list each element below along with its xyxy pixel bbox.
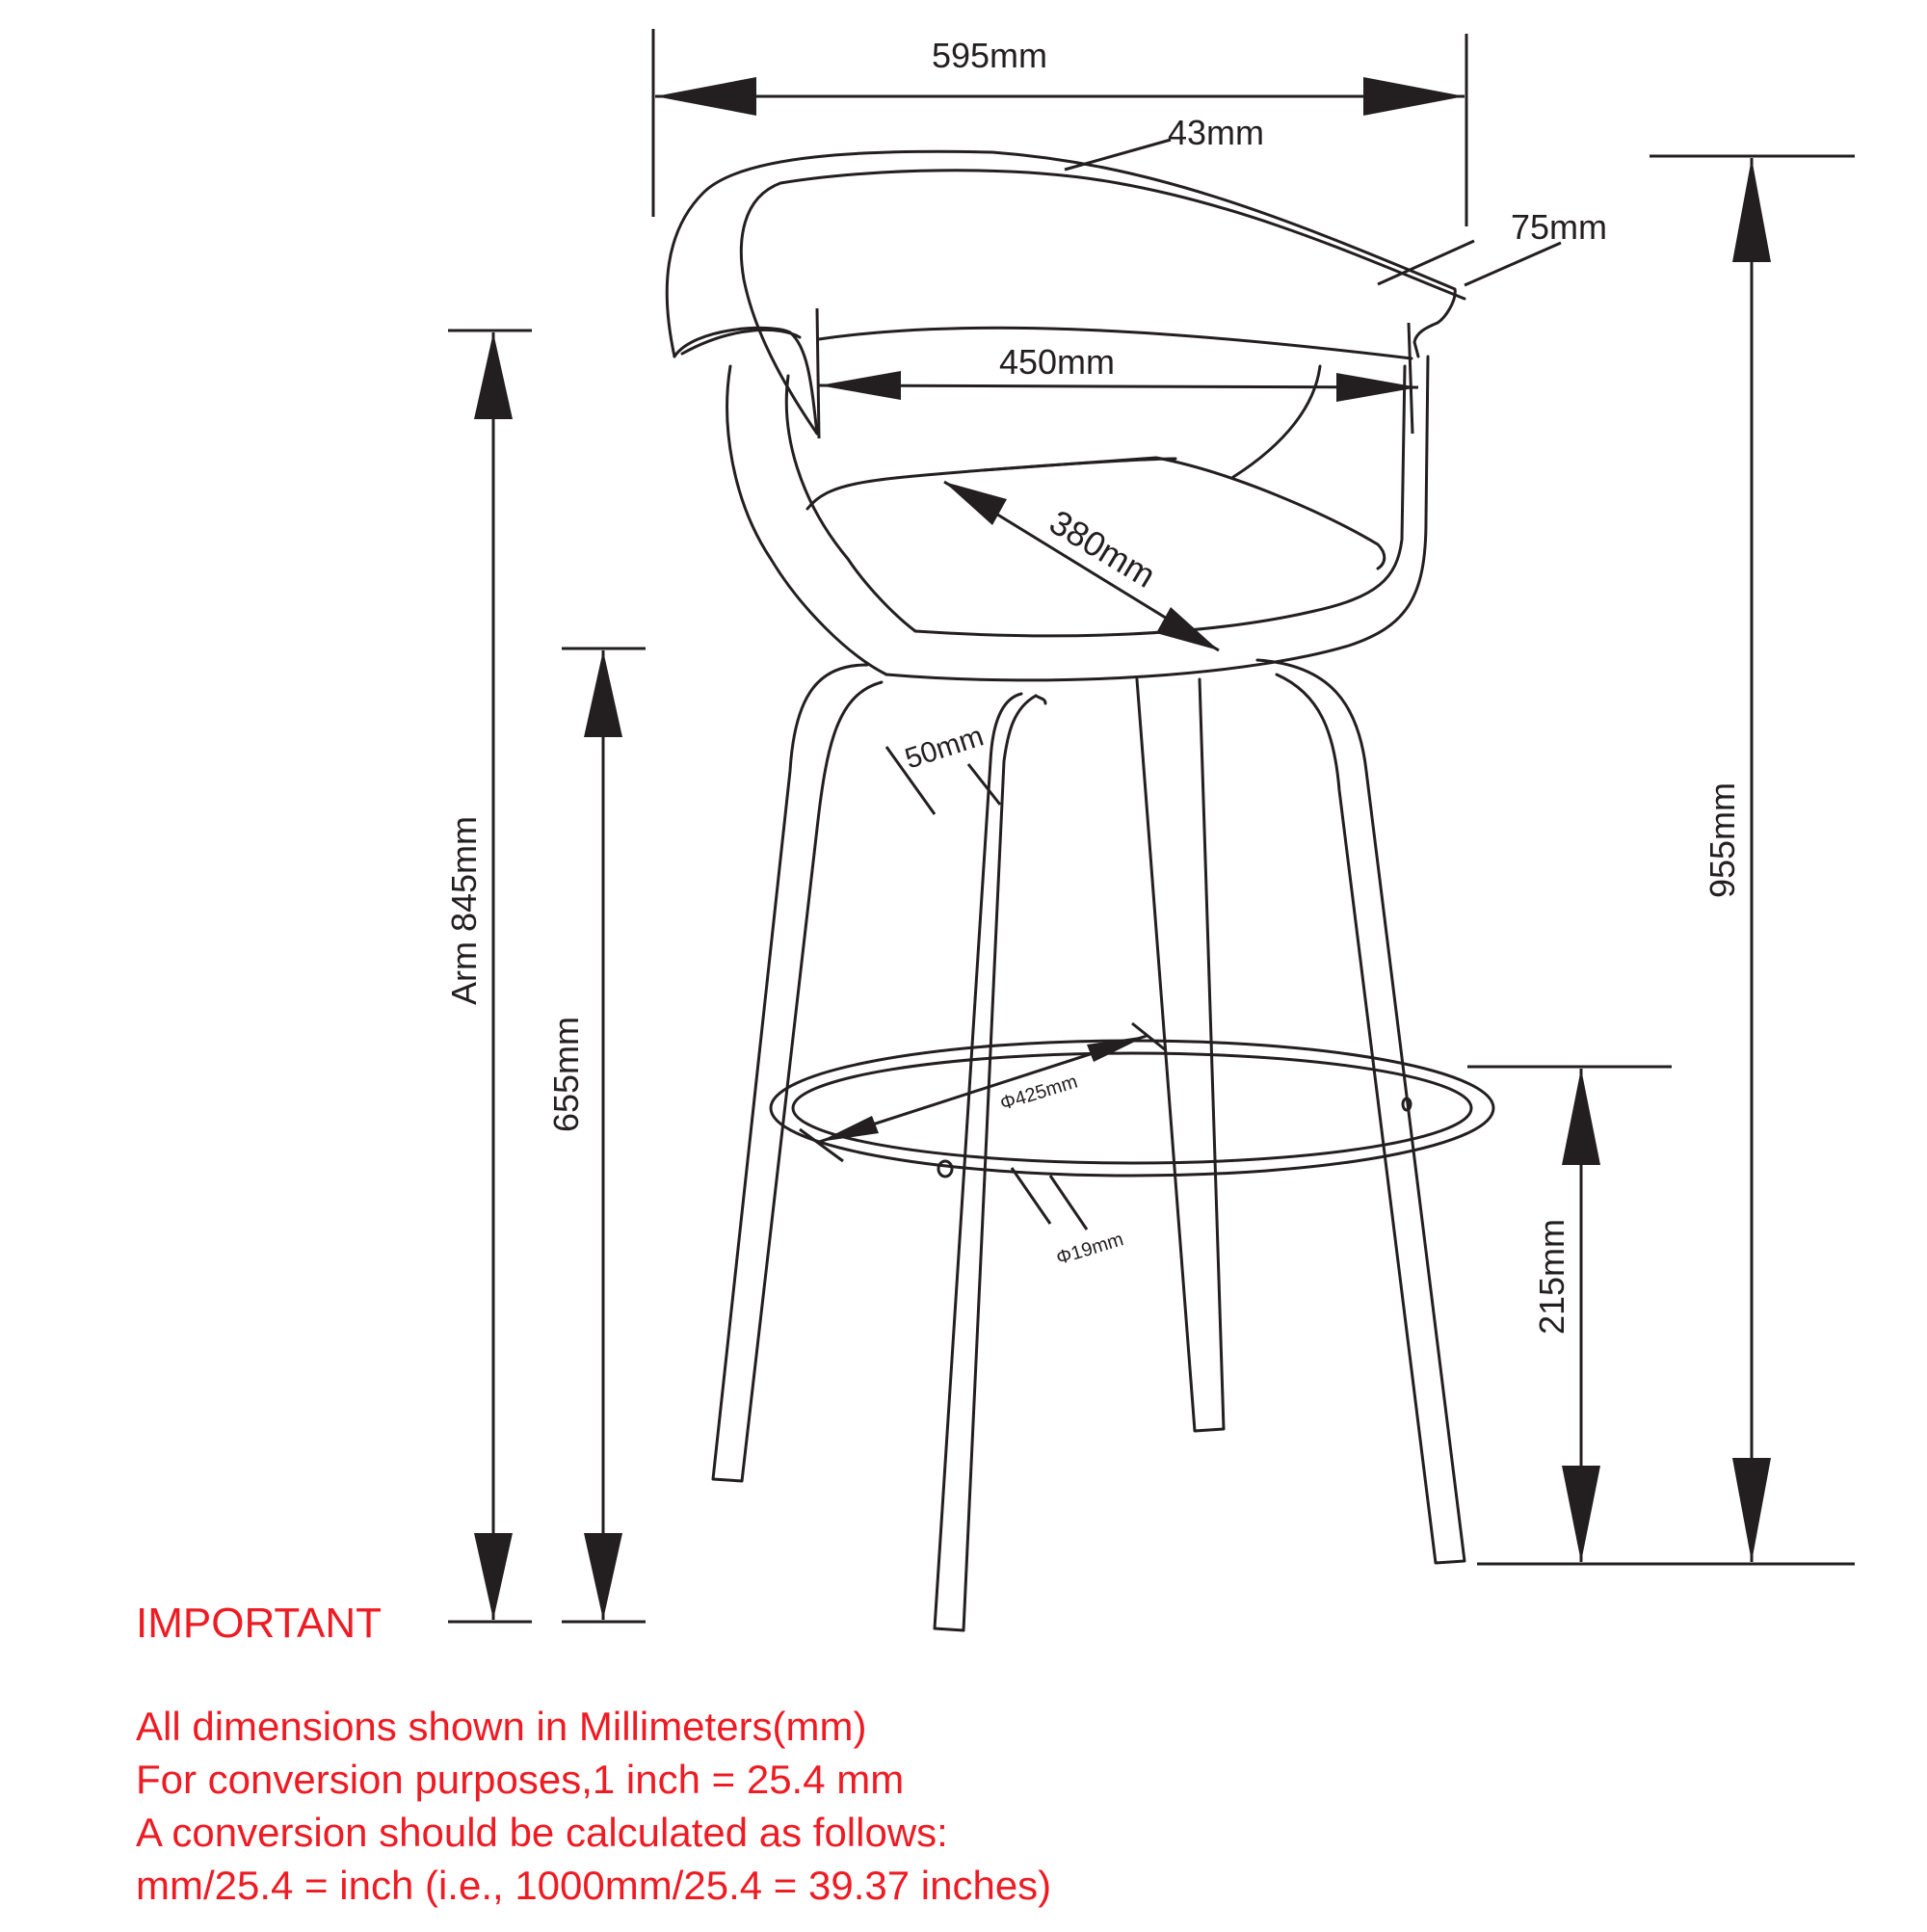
footrest-diameter-label: Φ425mm — [997, 1071, 1080, 1115]
arm-height-label: Arm 845mm — [444, 815, 484, 1006]
overall-width-label: 595mm — [931, 36, 1048, 75]
footrest-tube-label: Φ19mm — [1053, 1229, 1126, 1270]
dimension-lines — [448, 29, 1855, 1622]
back-thickness-label: 43mm — [1167, 113, 1265, 152]
dimension-labels — [444, 36, 1742, 1335]
leg-width-label: 50mm — [901, 720, 988, 776]
seat-depth-label: 380mm — [1043, 501, 1163, 595]
important-heading: IMPORTANT — [136, 1600, 383, 1647]
armrest-width-label: 75mm — [1510, 207, 1608, 247]
note-line-1: All dimensions shown in Millimeters(mm) — [136, 1704, 867, 1749]
total-height-label: 955mm — [1703, 781, 1742, 899]
footrest-height-label: 215mm — [1532, 1218, 1571, 1336]
note-line-4: mm/25.4 = inch (i.e., 1000mm/25.4 = 39.37 inches) — [136, 1863, 1052, 1908]
seat-height-label: 655mm — [546, 1016, 586, 1133]
inner-width-label: 450mm — [998, 342, 1116, 382]
note-line-2: For conversion purposes,1 inch = 25.4 mm — [136, 1757, 905, 1802]
note-line-3: A conversion should be calculated as follows: — [136, 1810, 948, 1855]
